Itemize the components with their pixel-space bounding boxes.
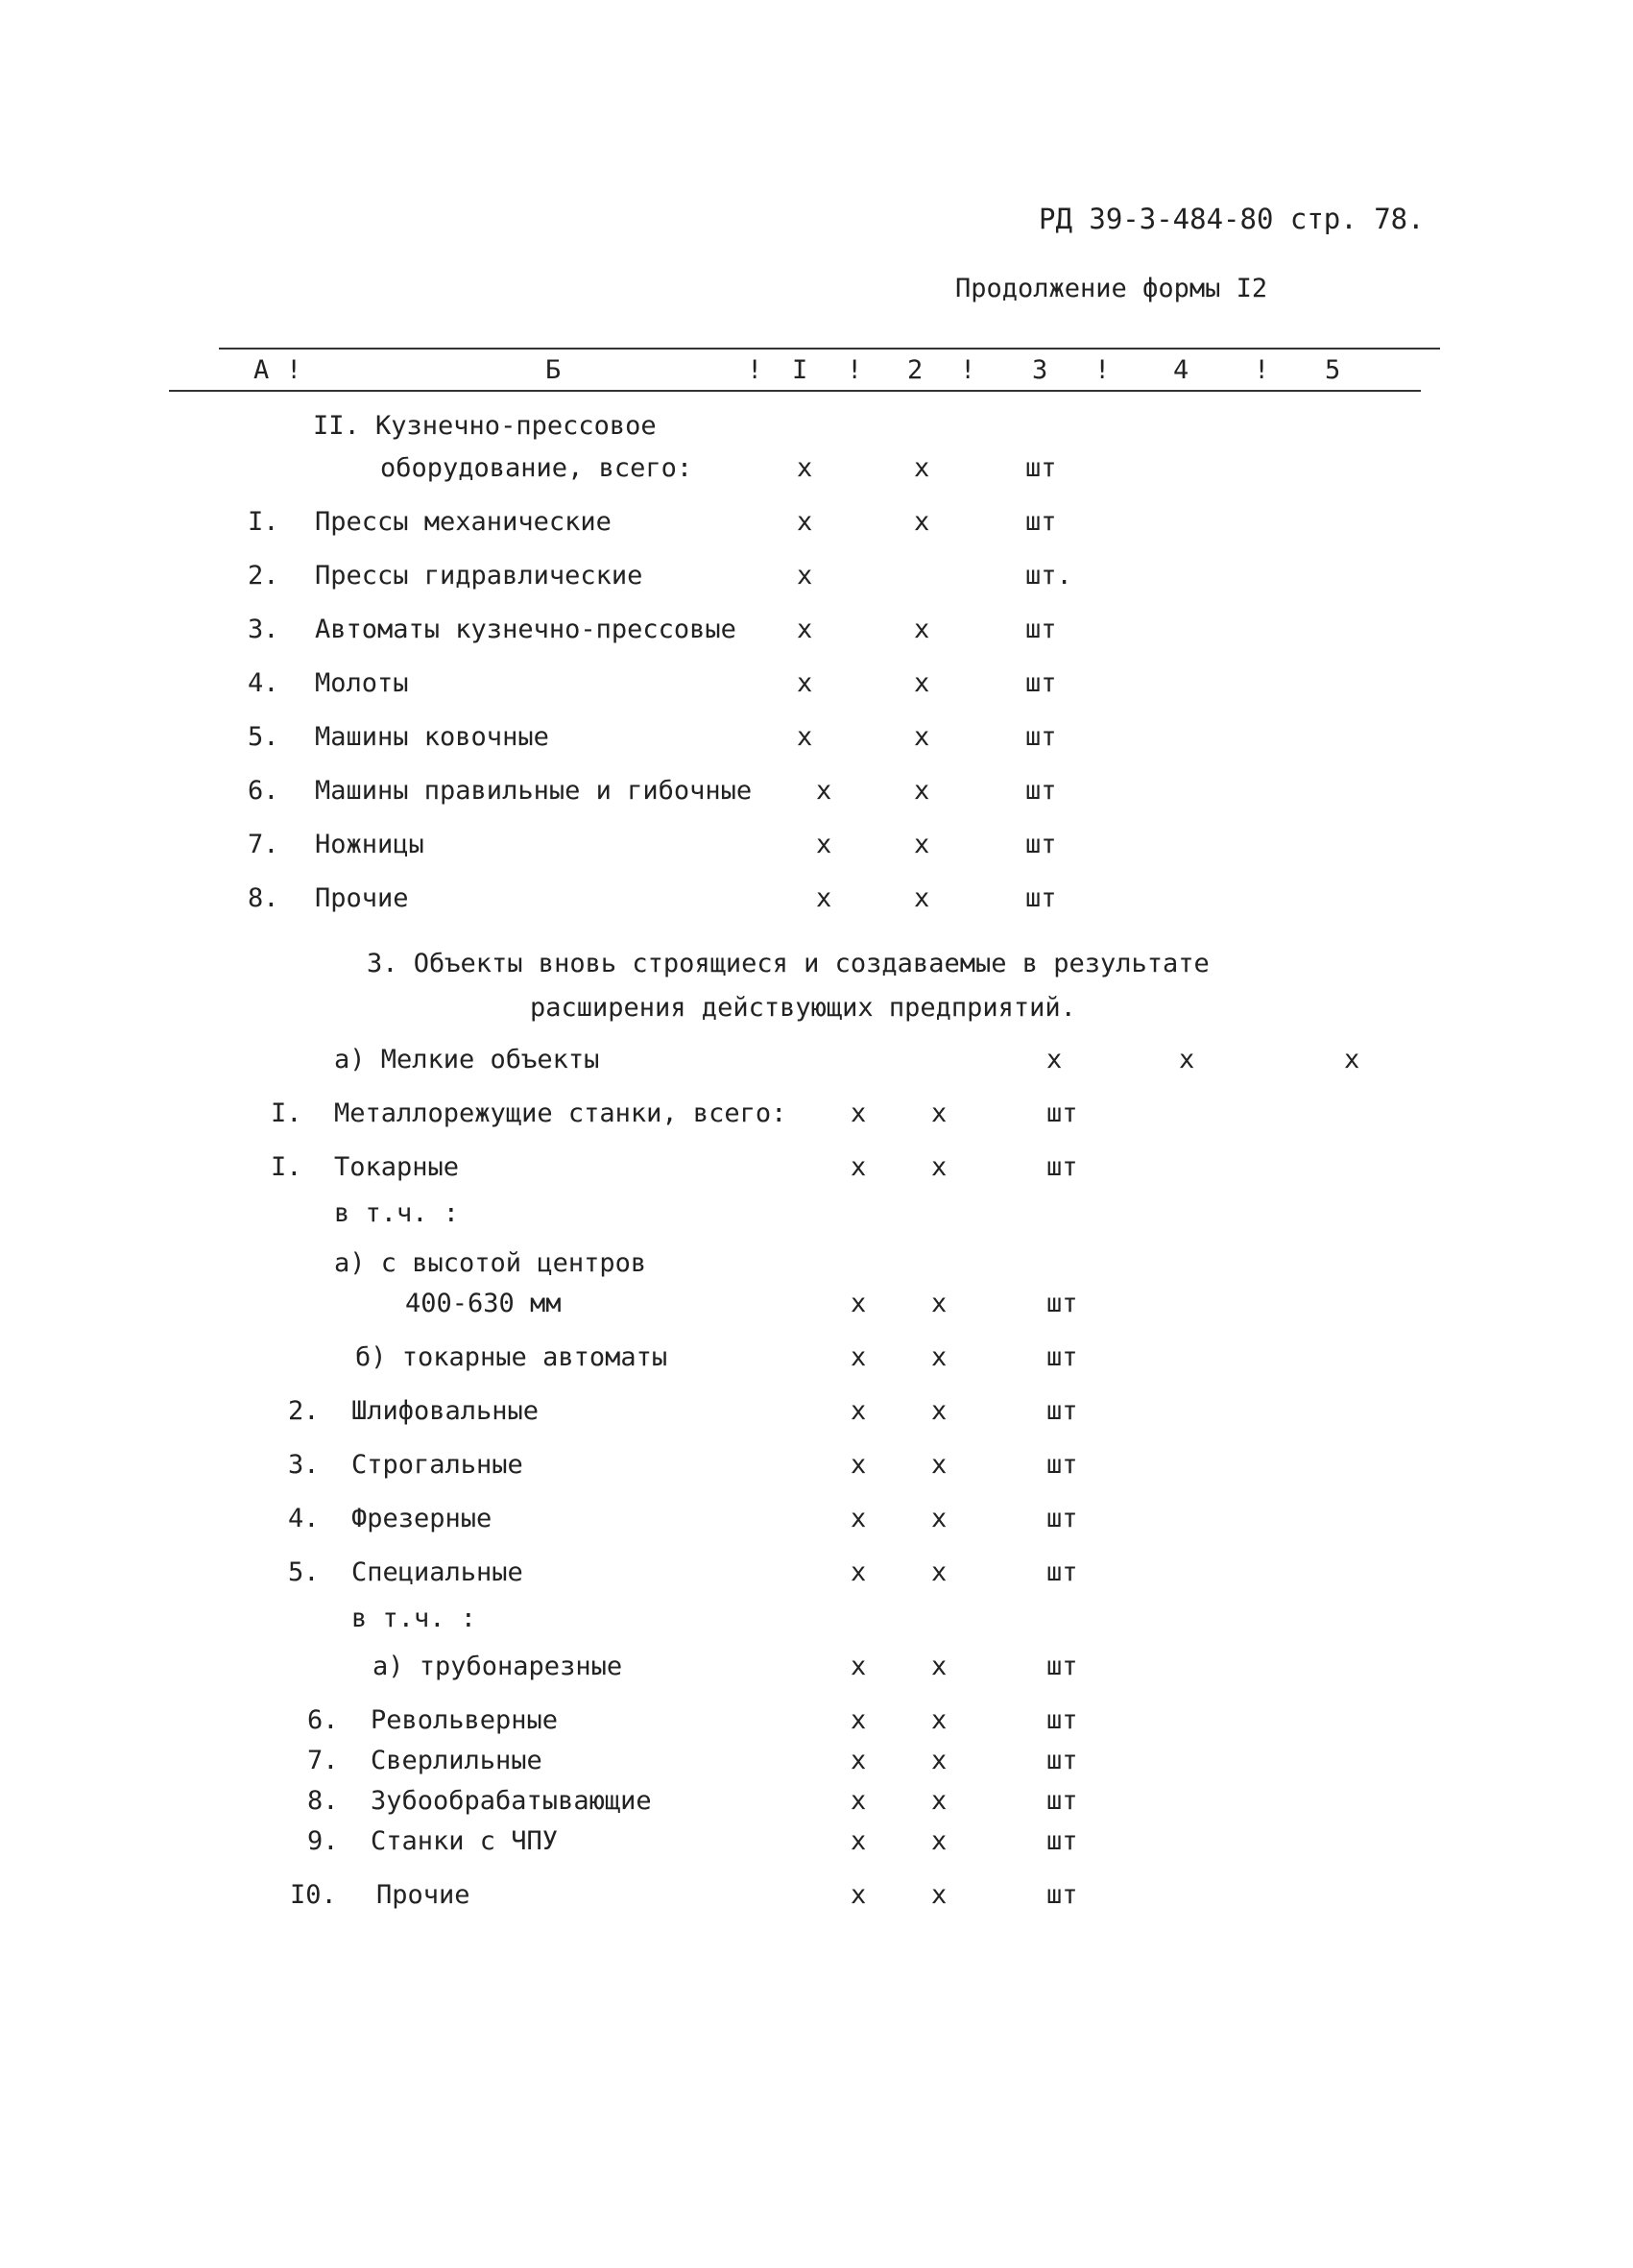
row-col-2: х xyxy=(931,1786,948,1816)
row-col-3: шт xyxy=(1025,883,1057,913)
column-header-3: 3 xyxy=(1032,355,1048,385)
column-header-5: 5 xyxy=(1325,355,1341,385)
section-2-title-cont: оборудование, всего: xyxy=(380,453,693,483)
row-col-1: х xyxy=(851,1786,867,1816)
row-col-3: шт xyxy=(1025,776,1057,806)
section-2-total-c2: х xyxy=(914,453,930,483)
row-label: Машины правильные и гибочные xyxy=(315,776,753,806)
row-col-3: шт. xyxy=(1025,561,1072,591)
column-separator: ! xyxy=(1094,355,1111,385)
row-col-2: х xyxy=(931,1450,948,1480)
row-number: I0. xyxy=(290,1880,337,1910)
row-label: Сверлильные xyxy=(371,1746,542,1775)
row-number: 2. xyxy=(288,1396,320,1426)
form-continuation-title: Продолжение формы I2 xyxy=(955,274,1268,303)
row-label: а) с высотой центров xyxy=(334,1248,647,1278)
row-label: Строгальные xyxy=(351,1450,523,1480)
row-col-1: х xyxy=(851,1289,867,1318)
column-header-2: 2 xyxy=(907,355,924,385)
row-label: Специальные xyxy=(351,1557,523,1587)
column-separator: ! xyxy=(960,355,976,385)
row-col-3: шт xyxy=(1025,615,1057,644)
row-col-1: х xyxy=(797,561,813,591)
subsection-small-objects: а) Мелкие объекты xyxy=(334,1045,600,1074)
row-col-1: х xyxy=(851,1152,867,1182)
column-header-1: I xyxy=(792,355,808,385)
row-label: Ножницы xyxy=(315,830,424,859)
row-col-1: х xyxy=(851,1504,867,1533)
row-col-2: х xyxy=(914,883,930,913)
row-col-2: х xyxy=(914,830,930,859)
row-number: 9. xyxy=(307,1826,339,1856)
row-number: 5. xyxy=(288,1557,320,1587)
row-number: I. xyxy=(271,1152,302,1182)
row-col-1: х xyxy=(797,615,813,644)
row-col-2: х xyxy=(914,507,930,537)
row-label: Автоматы кузнечно-прессовые xyxy=(315,615,736,644)
row-label: в т.ч. : xyxy=(351,1604,477,1633)
group-1-label: Металлорежущие станки, всего: xyxy=(334,1098,787,1128)
row-label: Фрезерные xyxy=(351,1504,492,1533)
row-col-1: х xyxy=(851,1652,867,1681)
row-col-1: х xyxy=(851,1746,867,1775)
row-col-2: х xyxy=(931,1342,948,1372)
row-col-1: х xyxy=(851,1705,867,1735)
row-col-3: шт xyxy=(1046,1152,1078,1182)
row-col-3: шт xyxy=(1046,1826,1078,1856)
row-col-1: х xyxy=(816,883,832,913)
row-label: Прессы механические xyxy=(315,507,612,537)
row-label: Машины ковочные xyxy=(315,722,549,752)
row-col-1: х xyxy=(851,1880,867,1910)
row-label: Прочие xyxy=(376,1880,470,1910)
column-separator: ! xyxy=(286,355,302,385)
row-number: 7. xyxy=(248,830,279,859)
table-top-rule xyxy=(219,348,1440,350)
row-col-3: шт xyxy=(1046,1746,1078,1775)
row-col-1: х xyxy=(851,1826,867,1856)
table-header-bottom-rule xyxy=(169,390,1421,392)
row-col-3: шт xyxy=(1025,830,1057,859)
row-label: в т.ч. : xyxy=(334,1198,460,1228)
column-header-4: 4 xyxy=(1173,355,1189,385)
row-col-3: шт xyxy=(1046,1786,1078,1816)
row-col-2: х xyxy=(931,1652,948,1681)
subsection-small-objects-c3: х xyxy=(1046,1045,1063,1074)
subsection-small-objects-c4: х xyxy=(1179,1045,1195,1074)
row-col-2: х xyxy=(931,1289,948,1318)
row-col-3: шт xyxy=(1046,1705,1078,1735)
row-col-2: х xyxy=(931,1880,948,1910)
column-separator: ! xyxy=(847,355,863,385)
row-number: 5. xyxy=(248,722,279,752)
row-col-2: х xyxy=(931,1396,948,1426)
group-1-c3: шт xyxy=(1046,1098,1078,1128)
column-separator: ! xyxy=(1254,355,1270,385)
row-col-3: шт xyxy=(1046,1396,1078,1426)
row-number: 7. xyxy=(307,1746,339,1775)
row-col-2: х xyxy=(914,615,930,644)
row-col-2: х xyxy=(931,1557,948,1587)
subsection-small-objects-c5: х xyxy=(1344,1045,1360,1074)
row-number: I. xyxy=(248,507,279,537)
row-number: 3. xyxy=(248,615,279,644)
row-col-2: х xyxy=(931,1152,948,1182)
row-col-3: шт xyxy=(1046,1289,1078,1318)
row-number: 4. xyxy=(288,1504,320,1533)
row-number: 8. xyxy=(248,883,279,913)
column-separator: ! xyxy=(747,355,763,385)
row-number: 3. xyxy=(288,1450,320,1480)
row-label: 400-630 мм xyxy=(405,1289,562,1318)
row-col-1: х xyxy=(816,776,832,806)
row-col-2: х xyxy=(931,1504,948,1533)
group-1-number: I. xyxy=(271,1098,302,1128)
row-col-3: шт xyxy=(1046,1342,1078,1372)
row-col-1: х xyxy=(851,1450,867,1480)
row-col-1: х xyxy=(816,830,832,859)
row-col-2: х xyxy=(931,1705,948,1735)
row-label: Молоты xyxy=(315,668,409,698)
column-header-a: А xyxy=(253,355,270,385)
section-3-title-cont: расширения действующих предприятий. xyxy=(530,993,1076,1023)
row-number: 2. xyxy=(248,561,279,591)
row-col-3: шт xyxy=(1046,1450,1078,1480)
row-col-3: шт xyxy=(1046,1880,1078,1910)
row-label: Прессы гидравлические xyxy=(315,561,643,591)
row-number: 6. xyxy=(307,1705,339,1735)
row-label: а) трубонарезные xyxy=(372,1652,623,1681)
row-number: 6. xyxy=(248,776,279,806)
row-col-3: шт xyxy=(1025,722,1057,752)
row-col-3: шт xyxy=(1025,668,1057,698)
row-col-3: шт xyxy=(1025,507,1057,537)
row-label: Револьверные xyxy=(371,1705,559,1735)
column-header-b: Б xyxy=(545,355,562,385)
row-col-1: х xyxy=(797,507,813,537)
row-col-1: х xyxy=(851,1342,867,1372)
row-label: Шлифовальные xyxy=(351,1396,540,1426)
row-label: Станки с ЧПУ xyxy=(371,1826,559,1856)
row-col-3: шт xyxy=(1046,1504,1078,1533)
row-col-1: х xyxy=(797,668,813,698)
section-2-title: II. Кузнечно-прессовое xyxy=(313,411,657,441)
section-2-total-c3: шт xyxy=(1025,453,1057,483)
row-col-1: х xyxy=(797,722,813,752)
row-col-3: шт xyxy=(1046,1557,1078,1587)
row-number: 4. xyxy=(248,668,279,698)
row-col-1: х xyxy=(851,1557,867,1587)
row-col-2: х xyxy=(914,668,930,698)
row-col-2: х xyxy=(931,1746,948,1775)
row-col-2: х xyxy=(931,1826,948,1856)
row-label: Зубообрабатывающие xyxy=(371,1786,652,1816)
row-number: 8. xyxy=(307,1786,339,1816)
row-label: б) токарные автоматы xyxy=(355,1342,668,1372)
row-label: Токарные xyxy=(334,1152,460,1182)
row-col-3: шт xyxy=(1046,1652,1078,1681)
row-col-2: х xyxy=(914,776,930,806)
row-col-2: х xyxy=(914,722,930,752)
section-2-total-c1: х xyxy=(797,453,813,483)
row-col-1: х xyxy=(851,1396,867,1426)
section-3-title: 3. Объекты вновь строящиеся и создаваемые в результате xyxy=(367,949,1210,978)
group-1-c2: х xyxy=(931,1098,948,1128)
row-label: Прочие xyxy=(315,883,409,913)
document-reference: РД 39-3-484-80 стр. 78. xyxy=(1039,203,1425,235)
group-1-c1: х xyxy=(851,1098,867,1128)
